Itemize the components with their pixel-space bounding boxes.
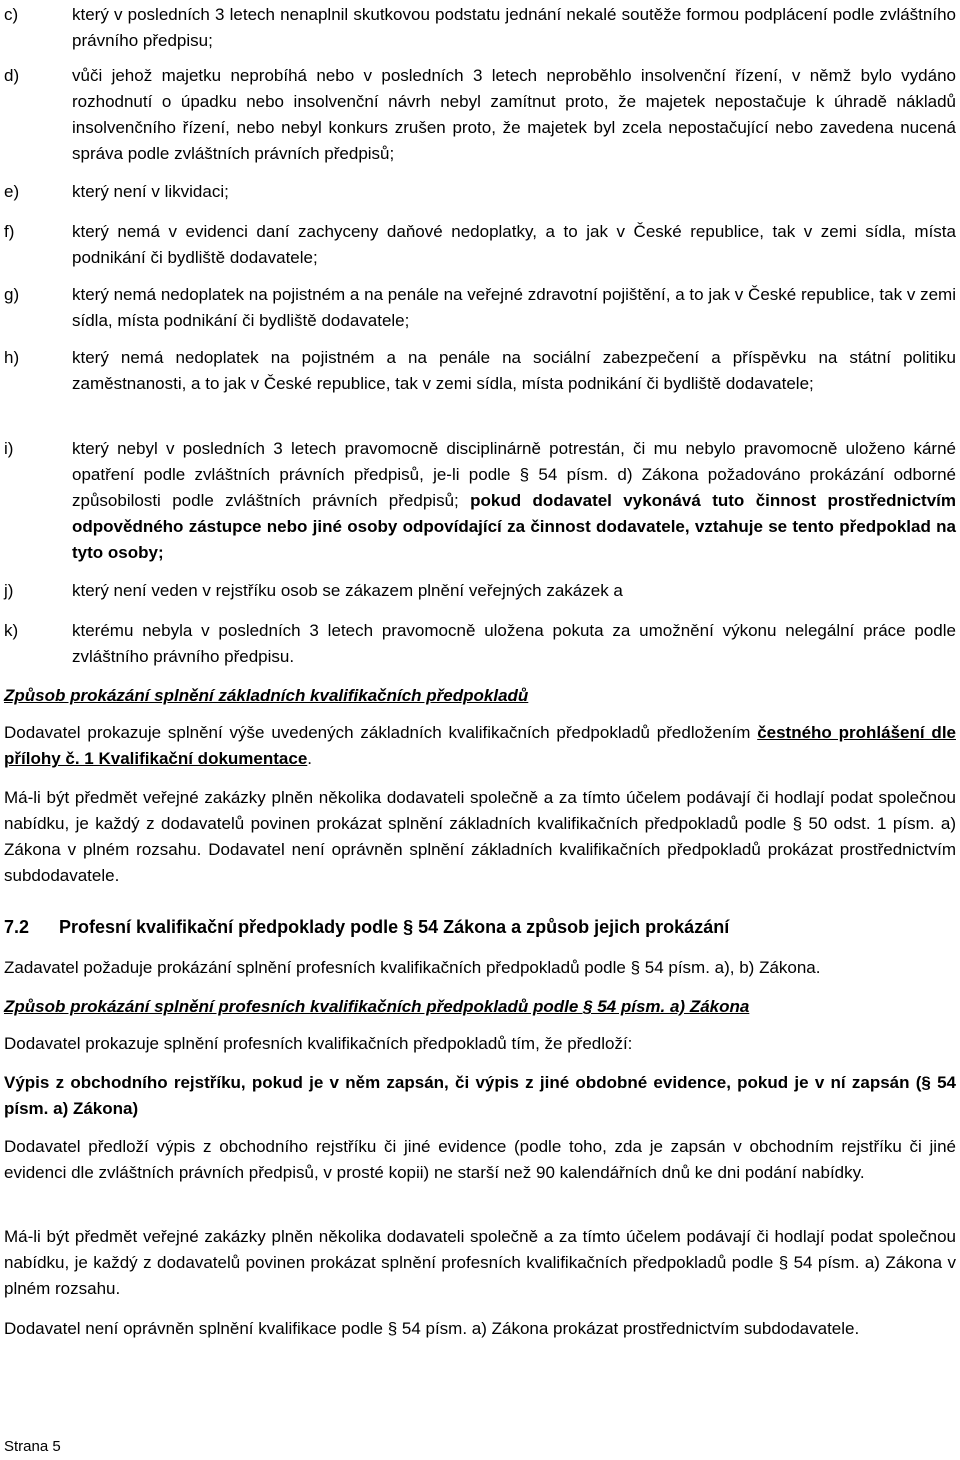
list-item-text: který v posledních 3 letech nenaplnil skutkovou podstatu jednání nekalé soutěže formou podplácení podle zvláštního právního předpisu; bbox=[72, 5, 956, 50]
list-item-letter: i) bbox=[4, 439, 14, 458]
list-item-e bbox=[4, 179, 956, 205]
list-item-text-normal: který nebyl v posledních 3 letech pravomocně disciplinárně potrestán, či mu nebylo pravomocně uloženo kárné opatření podle zvláštních právních předpisů, je-li podle § 54 písm. d) Zákona požadováno prokázání odborné způsobilosti podle zvláštních právních předpisů; bbox=[72, 439, 956, 510]
list-item-text: který nemá nedoplatek na pojistném a na penále na sociální zabezpečení a příspěvku na státní politiku zaměstnanosti, a to jak v České republice, tak v zemi sídla, místa podnikání či bydliště dodavatele; bbox=[72, 348, 956, 393]
list-item-j bbox=[4, 578, 956, 604]
list-item-letter: h) bbox=[4, 348, 20, 367]
list-item-letter: e) bbox=[4, 182, 20, 201]
list-item-d bbox=[4, 63, 956, 167]
list-item-text: který nemá nedoplatek na pojistném a na penále na veřejné zdravotní pojištění, a to jak v České republice, tak v zemi sídla, místa podnikání či bydliště dodavatele; bbox=[72, 285, 956, 330]
list-item-text: který nemá v evidenci daní zachyceny daňové nedoplatky, a to jak v České republice, tak v zemi sídla, místa podnikání či bydliště dodavatele; bbox=[72, 222, 956, 267]
paragraph-text: Dodavatel prokazuje splnění výše uvedených základních kvalifikačních předpokladů předložením bbox=[4, 723, 758, 742]
list-item-c bbox=[4, 2, 956, 54]
paragraph-profesni-bold: Výpis z obchodního rejstříku, pokud je v něm zapsán, či výpis z jiné obdobné evidence, pokud je v ní zapsán (§ 54 písm. a) Zákona) bbox=[4, 1073, 956, 1118]
paragraph-section-intro: Zadavatel požaduje prokázání splnění profesních kvalifikačních předpokladů podle § 54 písm. a), b) Zákona. bbox=[4, 958, 821, 977]
paragraph-profesni-2: Dodavatel předloží výpis z obchodního rejstříku či jiné evidence (podle toho, zda je zapsán v obchodním rejstříku či jiné evidenci dle zvláštních právních předpisů, v prosté kopii) ne starší než 90 kalendářních dnů ke dni podání nabídky. bbox=[4, 1137, 956, 1182]
cestne-prohlaseni-link: čestného prohlášení dle přílohy č. 1 Kvalifikační dokumentace bbox=[4, 723, 956, 768]
list-item-text: kterému nebyla v posledních 3 letech pravomocně uložena pokuta za umožnění výkonu nelegální práce podle zvláštního právního předpisu. bbox=[72, 621, 956, 666]
list-item-text bbox=[72, 436, 956, 566]
paragraph-end: . bbox=[307, 749, 313, 768]
section-number: 7.2 bbox=[4, 917, 30, 937]
list-item-letter: j) bbox=[4, 581, 14, 600]
paragraph-zakladni-2: Má-li být předmět veřejné zakázky plněn několika dodavateli společně a za tímto účelem podávají či hodlají podat společnou nabídku, je každý z dodavatelů povinen prokázat splnění základních kvalifikačních předpokladů podle § 50 odst. 1 písm. a) Zákona v plném rozsahu. Dodavatel není oprávněn splnění základních kvalifikačních předpokladů prokázat prostřednictvím subdodavatele. bbox=[4, 788, 956, 885]
list-item-f bbox=[4, 219, 956, 271]
paragraph-profesni-1: Dodavatel prokazuje splnění profesních kvalifikačních předpokladů tím, že předloží: bbox=[4, 1034, 633, 1053]
paragraph-profesni-3: Má-li být předmět veřejné zakázky plněn několika dodavateli společně a za tímto účelem podávají či hodlají podat společnou nabídku, je každý z dodavatelů povinen prokázat splnění profesních kvalifikačních předpokladů podle § 54 písm. a) Zákona v plném rozsahu. bbox=[4, 1227, 956, 1298]
list-item-text: který není v likvidaci; bbox=[72, 182, 229, 201]
heading-profesni: Způsob prokázání splnění profesních kvalifikačních předpokladů podle § 54 písm. a) Zákona bbox=[4, 997, 750, 1016]
list-item-letter: f) bbox=[4, 222, 15, 241]
list-item-letter: c) bbox=[4, 5, 19, 24]
page-number: Strana 5 bbox=[4, 1438, 61, 1455]
section-heading bbox=[4, 914, 729, 940]
paragraph-zakladni-1 bbox=[4, 720, 956, 772]
list-item-text-bold: pokud dodavatel vykonává tuto činnost prostřednictvím odpovědného zástupce nebo jiné osoby odpovídající za činnost dodavatele, vztahuje se tento předpoklad na tyto osoby; bbox=[72, 491, 957, 562]
list-item-i bbox=[4, 436, 956, 566]
section-title: Profesní kvalifikační předpoklady podle § 54 Zákona a způsob jejich prokázání bbox=[59, 917, 730, 937]
list-item-g bbox=[4, 282, 956, 334]
list-item-text: který není veden v rejstříku osob se zákazem plnění veřejných zakázek a bbox=[72, 581, 623, 600]
paragraph-profesni-4: Dodavatel není oprávněn splnění kvalifikace podle § 54 písm. a) Zákona prokázat prostřednictvím subdodavatele. bbox=[4, 1319, 860, 1338]
list-item-letter: g) bbox=[4, 285, 20, 304]
list-item-text: vůči jehož majetku neprobíhá nebo v posledních 3 letech neproběhlo insolvenční řízení, v němž bylo vydáno rozhodnutí o úpadku nebo insolvenční návrh nebyl zamítnut proto, že majetek nepostačuje k úhradě nákladů insolvenčního řízení, nebo nebyl konkurs zrušen proto, že majetek byl zcela nepostačující nebo zavedena nucená správa podle zvláštních právních předpisů; bbox=[72, 66, 956, 163]
list-item-k bbox=[4, 618, 956, 670]
list-item-letter: d) bbox=[4, 66, 20, 85]
list-item-h bbox=[4, 345, 956, 397]
heading-zakladni: Způsob prokázání splnění základních kvalifikačních předpokladů bbox=[4, 686, 529, 705]
list-item-letter: k) bbox=[4, 621, 19, 640]
